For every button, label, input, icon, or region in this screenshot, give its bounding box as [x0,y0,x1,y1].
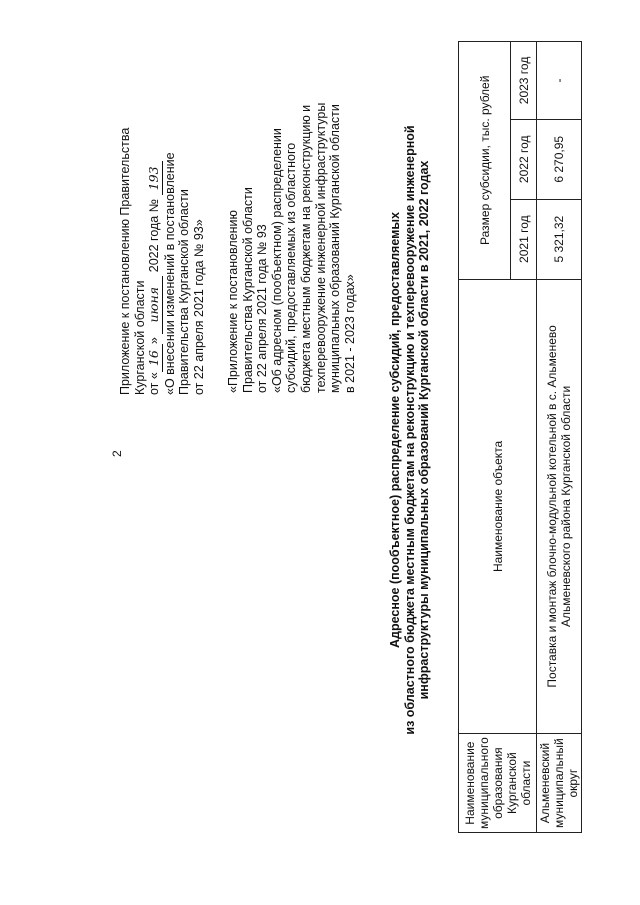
orig-line: техперевооружение инженерной инфраструктуры [313,102,328,393]
orig-line: Правительства Курганской области [240,187,255,393]
cell-2022: 6 270,95 [537,119,582,199]
header-municipality: Наименование муниципального образования Курганской области [459,734,537,833]
cell-2021: 5 321,32 [537,199,582,279]
orig-line: «Об адресном (пообъектном) распределении [269,128,284,393]
handwritten-day: 16 [147,344,163,372]
original-appendix-block [226,103,357,393]
title-line-3: инфраструктуры муниципальных образований Курганской области в 2021, 2022 годах [417,160,432,700]
title-line-2: из областного бюджета местным бюджетам на реконструкцию и техперевооружение инженерной [402,125,417,735]
cell-2023: - [537,42,582,120]
orig-line: субсидий, предоставляемых из областного [284,142,299,393]
orig-line: бюджета местным бюджетам на реконструкцию и [298,104,313,393]
orig-line: «Приложение к постановлению [226,210,240,393]
handwritten-month: июня [147,276,163,334]
appendix-line-2: Курганской области [132,280,147,395]
appendix-line-6: от 22 апреля 2021 года № 93» [191,219,206,395]
header-year-2021: 2021 год [511,199,537,279]
header-object: Наименование объекта [459,279,537,734]
subsidy-table [458,41,582,833]
appendix-date-line: от «16» июня 2022 года № 193 [147,128,163,395]
header-subsidy: Размер субсидии, тыс. рублей [459,42,511,280]
cell-object: Поставка и монтаж блочно-модульной котельной в с. Альменево Альменевского района Курганской области [537,279,582,734]
orig-line: от 22 апреля 2021 года № 93 [255,224,270,393]
cell-municipality: Альменевский муниципальный округ [537,734,582,833]
document-title [388,35,432,825]
orig-line: муниципальных образований Курганской области [328,104,343,393]
handwritten-number: 193 [147,161,163,195]
header-year-2023: 2023 год [511,42,537,120]
title-line-1: Адресное (пообъектное) распределение субсидий, предоставляемых [388,212,402,648]
orig-line: в 2021 - 2023 годах» [342,274,357,393]
table-row [537,42,582,833]
appendix-line-5: Правительства Курганской области [177,189,192,395]
appendix-header [118,128,207,395]
appendix-line-1: Приложение к постановлению Правительства [118,127,132,395]
appendix-line-4: «О внесении изменений в постановление [162,152,177,395]
table-header-row [459,42,511,833]
page-number: 2 [110,450,124,457]
header-year-2022: 2022 год [511,119,537,199]
